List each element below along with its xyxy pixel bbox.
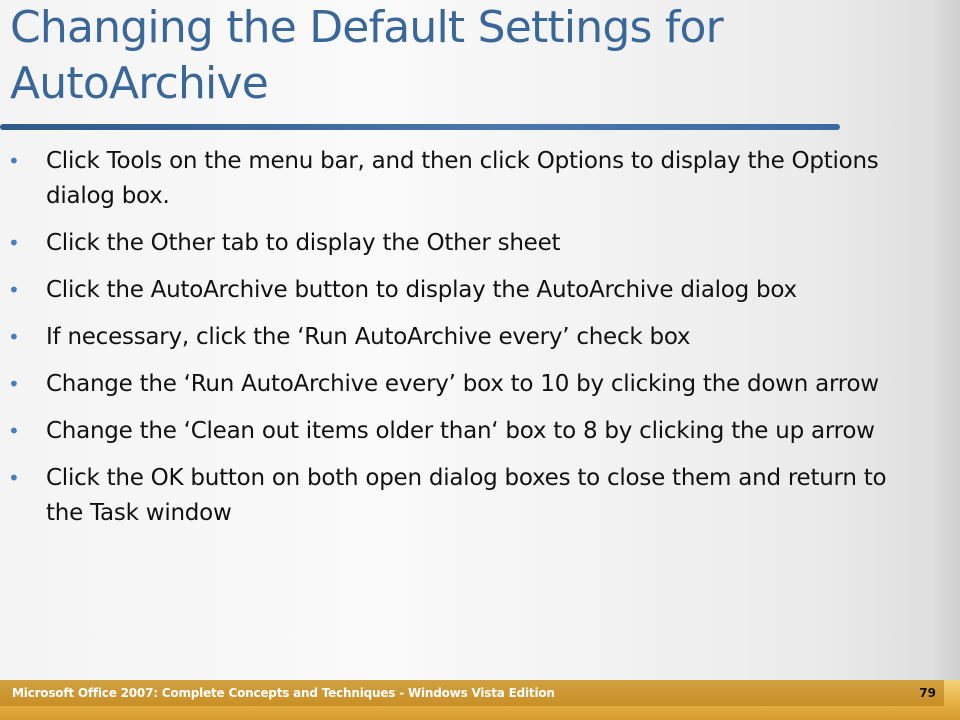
bullet-marker: • <box>8 466 20 490</box>
bullet-text: Click Tools on the menu bar, and then click Options to display the Options dialog box. <box>46 148 879 209</box>
bullet-marker: • <box>8 372 20 396</box>
slide-right-edge <box>934 0 960 720</box>
bullet-item <box>6 144 906 214</box>
page-number: 79 <box>919 686 936 700</box>
bullet-list <box>6 144 906 543</box>
bullet-text: Change the ‘Clean out items older than‘ box to 8 by clicking the up arrow <box>46 418 875 444</box>
bullet-item <box>6 461 906 531</box>
bullet-text: If necessary, click the ‘Run AutoArchive every’ check box <box>46 324 691 350</box>
bullet-item <box>6 367 906 402</box>
bullet-item <box>6 273 906 308</box>
bullet-text: Click the Other tab to display the Other sheet <box>46 230 561 256</box>
bullet-marker: • <box>8 419 20 443</box>
bullet-marker: • <box>8 325 20 349</box>
slide-title: Changing the Default Settings for AutoArchive <box>10 2 723 109</box>
bullet-item <box>6 320 906 355</box>
bullet-item <box>6 226 906 261</box>
bullet-text: Click the AutoArchive button to display the AutoArchive dialog box <box>46 277 797 303</box>
bullet-marker: • <box>8 149 20 173</box>
bullet-text: Change the ‘Run AutoArchive every’ box to 10 by clicking the down arrow <box>46 371 879 397</box>
bullet-marker: • <box>8 278 20 302</box>
title-underline <box>0 124 840 130</box>
bullet-text: Click the OK button on both open dialog boxes to close them and return to the Task window <box>46 465 887 526</box>
bullet-item <box>6 414 906 449</box>
footer-bar <box>0 680 960 720</box>
bullet-marker: • <box>8 231 20 255</box>
footer-text: Microsoft Office 2007: Complete Concepts and Techniques - Windows Vista Edition <box>12 686 555 700</box>
